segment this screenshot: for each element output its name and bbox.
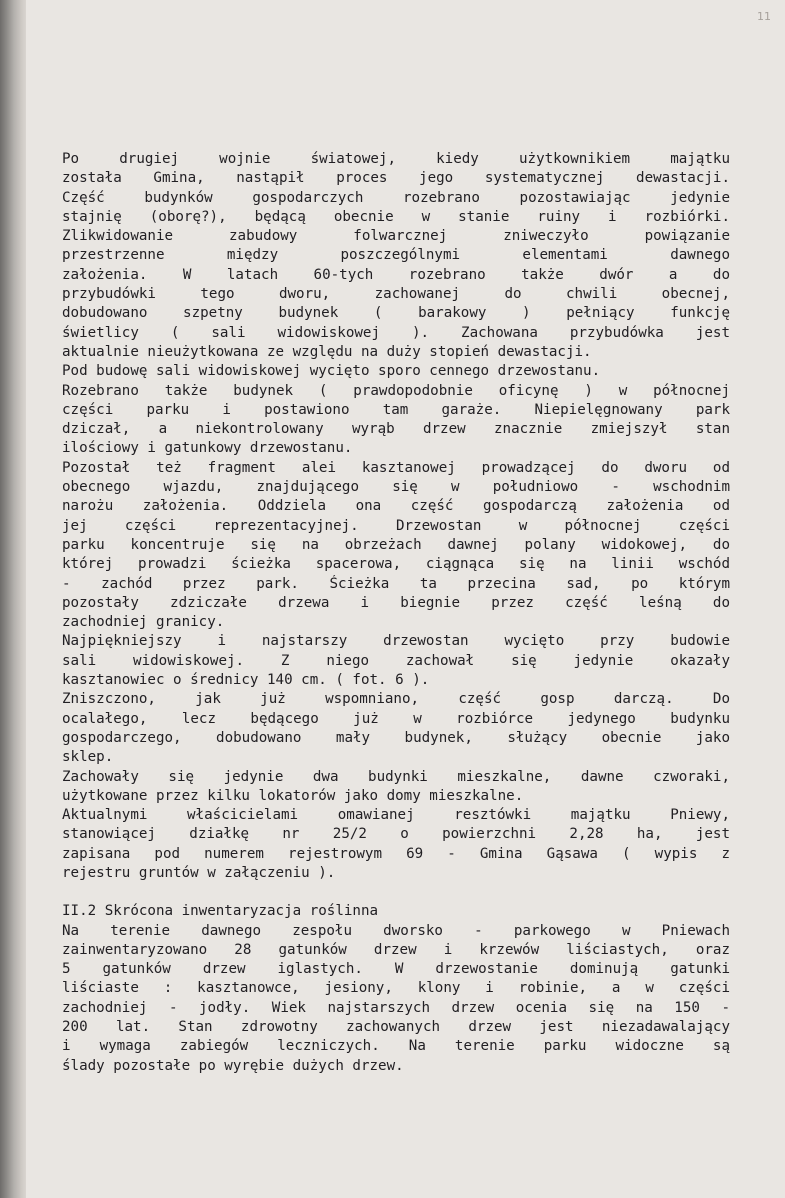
text-line: liściaste : kasztanowce, jesiony, klony i robinie, a w części — [62, 980, 730, 997]
text-line: świetlicy ( sali widowiskowej ). Zachowana przybudówka jest — [62, 324, 730, 341]
text-line: zachodniej - jodły. Wiek najstarszych drzew ocenia się na 150 - — [62, 999, 730, 1016]
text-line: założenia. W latach 60-tych rozebrano także dwór a do — [62, 266, 730, 283]
text-line: aktualnie nieużytkowana ze względu na duży stopień dewastacji. — [62, 343, 592, 360]
text-line: sali widowiskowej. Z niego zachował się jedynie okazały — [62, 652, 730, 669]
text-line: narożu założenia. Oddziela ona część gospodarczą założenia od — [62, 498, 730, 515]
text-line: Na terenie dawnego zespołu dworsko - parkowego w Pniewach — [62, 922, 730, 939]
text-line: ocalałego, lecz będącego już w rozbiórce jedynego budynku — [62, 710, 730, 727]
text-line: Zlikwidowanie zabudowy folwarcznej zniweczyło powiązanie — [62, 228, 730, 245]
page-corner-mark: 11 — [757, 10, 771, 23]
text-line: dziczał, a niekontrolowany wyrąb drzew znacznie zmiejszył stan — [62, 421, 730, 438]
text-line: zapisana pod numerem rejestrowym 69 - Gmina Gąsawa ( wypis z — [62, 845, 730, 862]
text-line: przestrzenne między poszczególnymi elementami dawnego — [62, 247, 730, 264]
text-line: - zachód przez park. Ścieżka ta przecina sad, po którym — [62, 575, 730, 592]
text-line: kasztanowiec o średnicy 140 cm. ( fot. 6 ). — [62, 672, 430, 689]
text-line: której prowadzi ścieżka spacerowa, ciągnąca się na linii wschód — [62, 556, 730, 573]
text-line: pozostały zdziczałe drzewa i biegnie przez część leśną do — [62, 594, 730, 611]
text-line: Pod budowę sali widowiskowej wycięto sporo cennego drzewostanu. — [62, 363, 601, 380]
text-line: Pozostał też fragment alei kasztanowej prowadzącej do dworu od — [62, 459, 730, 476]
text-line: przybudówki tego dworu, zachowanej do chwili obecnej, — [62, 286, 730, 303]
section-heading: II.2 Skrócona inwentaryzacja roślinna — [62, 903, 379, 920]
text-line: stanowiącej działkę nr 25/2 o powierzchni 2,28 ha, jest — [62, 826, 730, 843]
text-line: Zachowały się jedynie dwa budynki mieszkalne, dawne czworaki, — [62, 768, 730, 785]
book-binding-shadow — [0, 0, 26, 1198]
text-line: została Gmina, nastąpił proces jego systematycznej dewastacji. — [62, 170, 730, 187]
text-line: stajnię (oborę?), będącą obecnie w stanie ruiny i rozbiórki. — [62, 208, 730, 225]
text-line: gospodarczego, dobudowano mały budynek, służący obecnie jako — [62, 729, 730, 746]
text-line: sklep. — [62, 749, 114, 766]
paragraph-gap — [62, 883, 730, 902]
text-line: Aktualnymi właścicielami omawianej resztówki majątku Pniewy, — [62, 807, 730, 824]
text-line: 5 gatunków drzew iglastych. W drzewostanie dominują gatunki — [62, 961, 730, 978]
text-line: jej części reprezentacyjnej. Drzewostan w północnej części — [62, 517, 730, 534]
text-line: i wymaga zabiegów leczniczych. Na terenie parku widoczne są — [62, 1038, 730, 1055]
text-line: zainwentaryzowano 28 gatunków drzew i krzewów liściastych, oraz — [62, 941, 730, 958]
document-page — [26, 0, 785, 1198]
text-line: dobudowano szpetny budynek ( barakowy ) pełniący funkcję — [62, 305, 730, 322]
document-body — [62, 150, 730, 1076]
text-line: Po drugiej wojnie światowej, kiedy użytkownikiem majątku — [62, 151, 730, 167]
text-line: ślady pozostałe po wyrębie dużych drzew. — [62, 1057, 404, 1074]
text-line: rejestru gruntów w załączeniu ). — [62, 864, 336, 881]
text-line: ilościowy i gatunkowy drzewostanu. — [62, 440, 353, 457]
text-line: Najpiękniejszy i najstarszy drzewostan wycięto przy budowie — [62, 633, 730, 650]
text-line: obecnego wjazdu, znajdującego się w południowo - wschodnim — [62, 479, 730, 496]
text-line: użytkowane przez kilku lokatorów jako domy mieszkalne. — [62, 787, 524, 804]
text-line: Zniszczono, jak już wspomniano, część gosp darczą. Do — [62, 691, 730, 708]
text-line: zachodniej granicy. — [62, 614, 225, 631]
text-line: parku koncentruje się na obrzeżach dawnej polany widokowej, do — [62, 536, 730, 553]
text-line: części parku i postawiono tam garaże. Niepielęgnowany park — [62, 401, 730, 418]
text-line: Rozebrano także budynek ( prawdopodobnie oficynę ) w północnej — [62, 382, 730, 399]
text-line: 200 lat. Stan zdrowotny zachowanych drzew jest niezadawalający — [62, 1019, 730, 1036]
text-line: Część budynków gospodarczych rozebrano pozostawiając jedynie — [62, 189, 730, 206]
